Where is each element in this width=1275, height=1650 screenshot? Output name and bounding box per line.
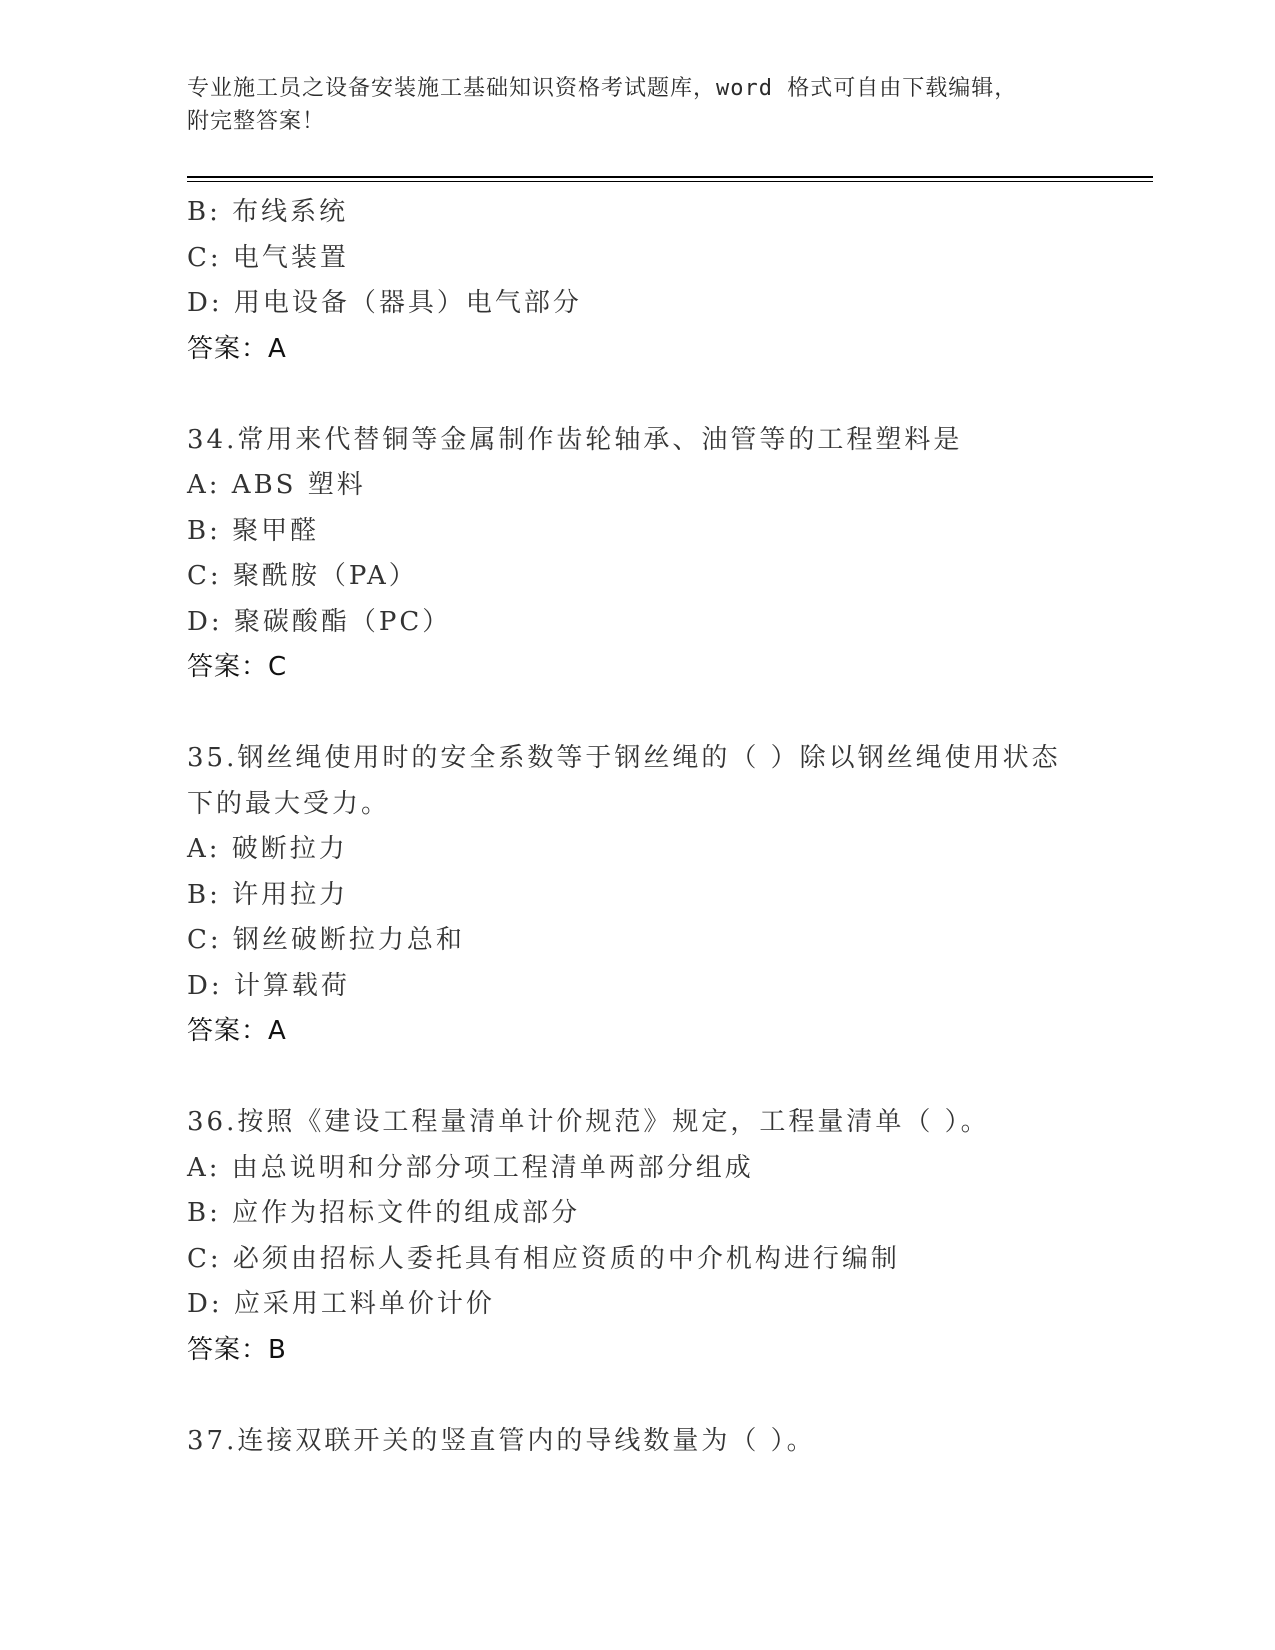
option-b: B: 聚甲醛 — [187, 515, 320, 546]
answer-line: 答案：B — [187, 1334, 287, 1365]
block-spacer — [187, 691, 1087, 737]
header-line-1: 专业施工员之设备安装施工基础知识资格考试题库，word 格式可自由下载编辑， — [187, 76, 1018, 101]
question-list — [187, 190, 1087, 1464]
option-c: C: 钢丝破断拉力总和 — [187, 925, 465, 955]
option-c: C: 必须由招标人委托具有相应资质的中介机构进行编制 — [187, 1243, 900, 1274]
question-text: 34.常用来代替铜等金属制作齿轮轴承、油管等的工程塑料是 — [187, 424, 963, 455]
question-text: 35.钢丝绳使用时的安全系数等于钢丝绳的（ ）除以钢丝绳使用状态 — [187, 743, 1061, 773]
document-header — [187, 72, 1067, 138]
option-c: C: 聚酰胺（PA） — [187, 561, 418, 591]
answer-line: 答案：C — [187, 652, 288, 682]
header-line-2: 附完整答案！ — [187, 109, 326, 134]
option-d: D: 计算载荷 — [187, 970, 350, 1001]
option-b: B: 许用拉力 — [187, 879, 349, 910]
answer-line: 答案：A — [187, 333, 287, 364]
option-a: A: ABS 塑料 — [187, 470, 366, 500]
block-spacer — [187, 1055, 1087, 1101]
option-a: A: 破断拉力 — [187, 834, 348, 864]
option-d: D: 聚碳酸酯（PC） — [187, 606, 452, 637]
question-block — [187, 1100, 1087, 1373]
question-block — [187, 1419, 1087, 1465]
option-c: C: 电气装置 — [187, 242, 349, 273]
question-text: 37.连接双联开关的竖直管内的导线数量为（ ）。 — [187, 1425, 816, 1456]
header-rule-thin — [187, 181, 1153, 182]
block-spacer — [187, 1373, 1087, 1419]
question-text-continued: 下的最大受力。 — [187, 788, 391, 819]
answer-line: 答案：A — [187, 1016, 287, 1046]
option-a: A: 由总说明和分部分项工程清单两部分组成 — [187, 1152, 754, 1183]
header-rule-thick — [187, 176, 1153, 178]
question-text: 36.按照《建设工程量清单计价规范》规定，工程量清单（ ）。 — [187, 1107, 990, 1137]
question-block — [187, 736, 1087, 1055]
option-b: B: 应作为招标文件的组成部分 — [187, 1198, 581, 1228]
option-d: D: 用电设备（器具）电气部分 — [187, 288, 582, 318]
block-spacer — [187, 372, 1087, 418]
option-b: B: 布线系统 — [187, 197, 349, 227]
option-d: D: 应采用工料单价计价 — [187, 1289, 495, 1319]
question-block — [187, 418, 1087, 691]
question-block — [187, 190, 1087, 372]
